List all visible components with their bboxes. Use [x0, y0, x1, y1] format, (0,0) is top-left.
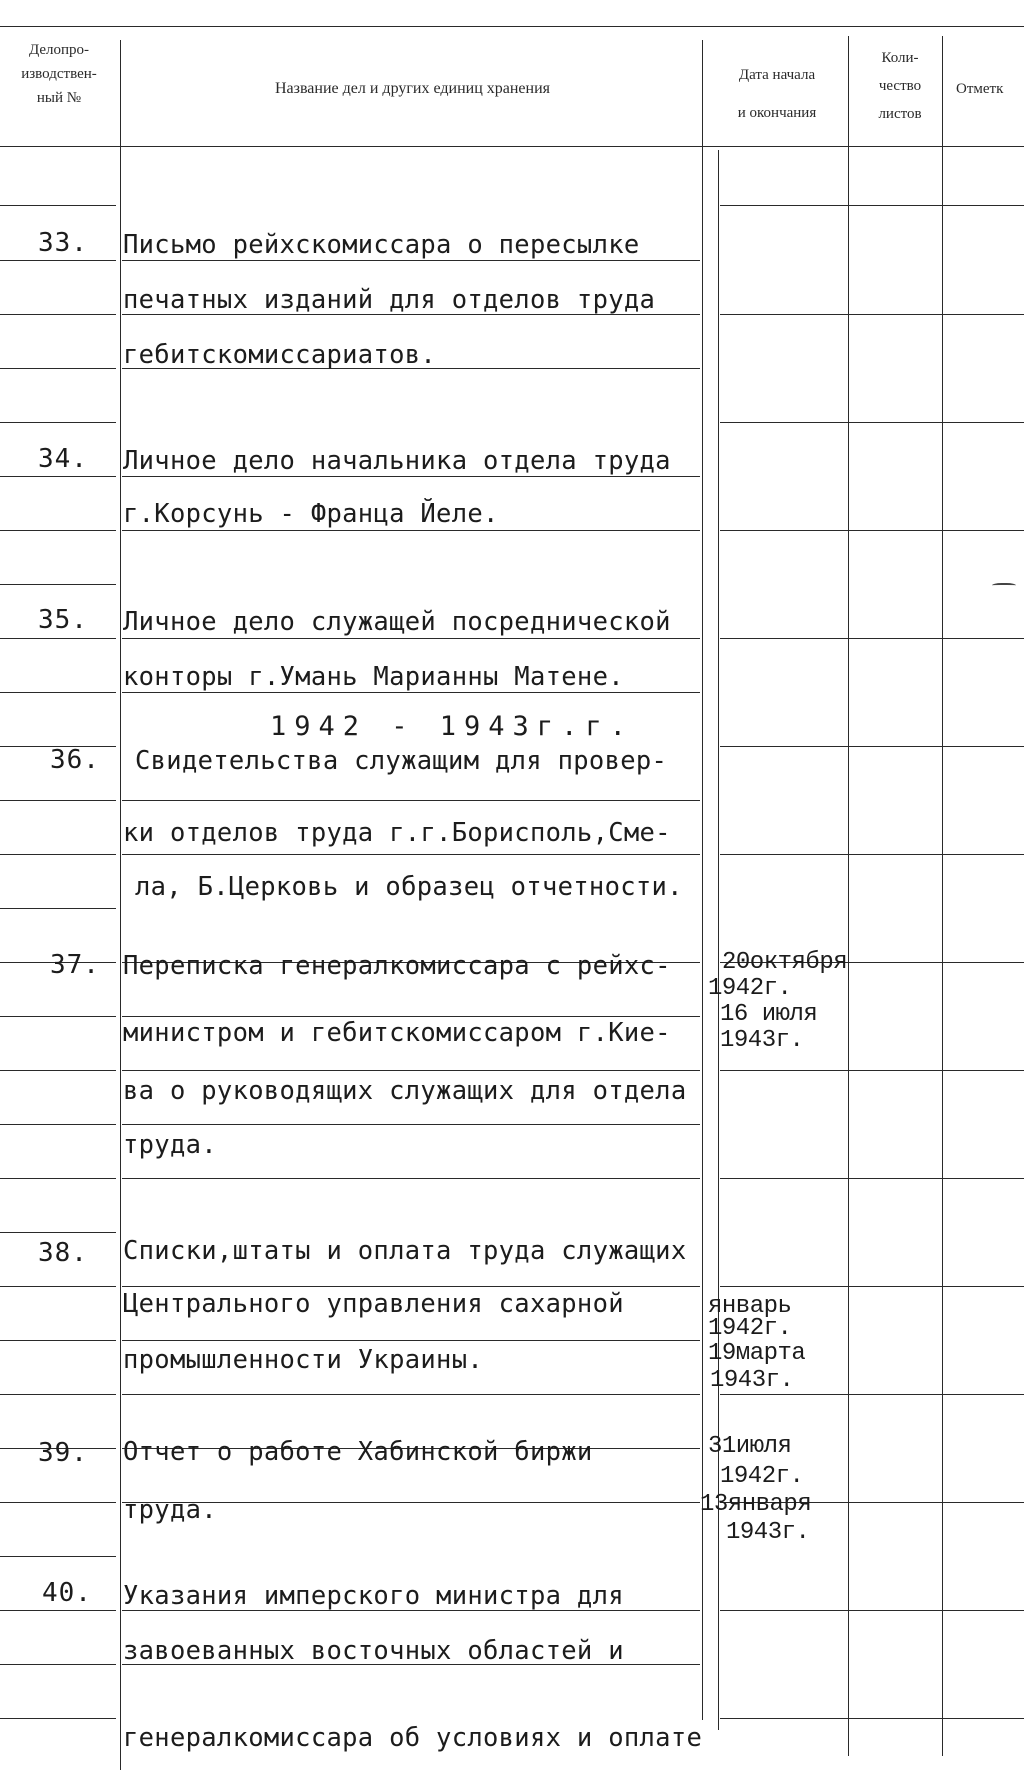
- row-rule: [0, 692, 116, 693]
- date-start-year: 1942г.: [708, 975, 792, 1002]
- vrule-title-right: [702, 40, 703, 1720]
- row-rule: [720, 1610, 1024, 1611]
- date-end-year: 1943г.: [720, 1027, 804, 1054]
- row-rule: [122, 638, 700, 639]
- row-rule: [0, 530, 116, 531]
- row-rule: [122, 260, 700, 261]
- row-rule: [0, 1178, 116, 1179]
- header-col-count: Коли- чество листов: [878, 50, 922, 122]
- row-rule: [122, 800, 700, 801]
- row-rule: [0, 368, 116, 369]
- row-rule: [0, 1394, 116, 1395]
- vrule-dates-right: [848, 36, 849, 1756]
- row-rule: [720, 746, 1024, 747]
- entry-number: 34.: [38, 444, 88, 474]
- entry-line: Личное дело служащей посреднической: [123, 607, 671, 637]
- row-rule: [0, 638, 116, 639]
- date-start: 20октября: [722, 949, 848, 976]
- vrule-count-right: [942, 36, 943, 1756]
- entry-line: промышленности Украины.: [123, 1345, 484, 1375]
- row-rule: [0, 1286, 116, 1287]
- entry-line: г.Корсунь - Франца Йеле.: [123, 499, 499, 529]
- row-rule: [720, 1070, 1024, 1071]
- row-rule: [720, 1718, 1024, 1719]
- row-rule: [0, 1664, 116, 1665]
- entry-line: ки отделов труда г.г.Борисполь,Сме-: [123, 818, 671, 848]
- row-rule: [0, 314, 116, 315]
- entry-number: 33.: [38, 228, 88, 258]
- row-rule: [122, 1286, 700, 1287]
- entry-number: 35.: [38, 605, 88, 635]
- row-rule: [0, 260, 116, 261]
- date-end: 16 июля: [720, 1001, 818, 1028]
- row-rule: [122, 1340, 700, 1341]
- row-rule: [720, 530, 1024, 531]
- row-rule: [0, 1502, 116, 1503]
- row-rule: [122, 476, 700, 477]
- entry-number: 40.: [42, 1578, 92, 1608]
- row-rule: [122, 1070, 700, 1071]
- row-rule: [0, 476, 116, 477]
- entry-line: ва о руководящих служащих для отдела: [123, 1076, 687, 1106]
- row-rule: [720, 1394, 1024, 1395]
- year-divider: 1942 - 1943г.г.: [270, 711, 634, 742]
- row-rule: [122, 530, 700, 531]
- row-rule: [720, 422, 1024, 423]
- row-rule: [122, 692, 700, 693]
- entry-number: 37.: [50, 950, 100, 980]
- row-rule: [720, 1286, 1024, 1287]
- row-rule: [0, 205, 116, 206]
- entry-line: Центрального управления сахарной: [123, 1289, 624, 1319]
- entry-line: труда.: [123, 1495, 217, 1525]
- header-col-title: Название дел и других единиц хранения: [274, 80, 551, 97]
- entry-number: 36.: [50, 745, 100, 775]
- row-rule: [122, 854, 700, 855]
- entry-number: 39.: [38, 1438, 88, 1468]
- entry-line: гебитскомиссариатов.: [123, 340, 437, 370]
- row-rule: [0, 1070, 116, 1071]
- entry-line: труда.: [123, 1130, 217, 1160]
- date-end: 13января: [700, 1491, 812, 1518]
- entry-line: Переписка генералкомиссара с рейхс-: [123, 951, 671, 981]
- vrule-number: [120, 40, 121, 1770]
- row-rule: [0, 1610, 116, 1611]
- row-rule: [720, 314, 1024, 315]
- date-start-year: 1942г.: [720, 1463, 804, 1490]
- entry-line: Личное дело начальника отдела труда: [123, 446, 671, 476]
- entry-line: конторы г.Умань Марианны Матене.: [123, 662, 624, 692]
- row-rule: [720, 854, 1024, 855]
- row-rule: [720, 638, 1024, 639]
- row-rule: [122, 1178, 700, 1179]
- row-rule: [0, 1124, 116, 1125]
- entry-line: Указания имперского министра для: [123, 1581, 624, 1611]
- entry-line: ла, Б.Церковь и образец отчетности.: [135, 872, 683, 902]
- row-rule: [122, 1394, 700, 1395]
- pen-mark: [992, 583, 1016, 589]
- entry-line: Отчет о работе Хабинской биржи: [123, 1437, 593, 1467]
- header-col-number: Делопро- изводствен- ный №: [21, 42, 97, 106]
- entry-line: генералкомиссара об условиях и оплате: [123, 1723, 703, 1753]
- row-rule: [0, 584, 116, 585]
- row-rule: [720, 1178, 1024, 1179]
- header-top-rule: [0, 26, 1024, 27]
- date-start: январь: [708, 1293, 792, 1320]
- entry-line: министром и гебитскомиссаром г.Кие-: [123, 1018, 671, 1048]
- row-rule: [122, 1124, 700, 1125]
- row-rule: [0, 1556, 116, 1557]
- row-rule: [0, 422, 116, 423]
- entry-line: Письмо рейхскомиссара о пересылке: [123, 230, 640, 260]
- date-end-year: 1943г.: [726, 1519, 810, 1546]
- entry-line: Списки,штаты и оплата труда служащих: [123, 1236, 687, 1266]
- header-col-notes: Отметк: [956, 81, 1004, 97]
- entry-number: 38.: [38, 1238, 88, 1268]
- row-rule: [0, 800, 116, 801]
- header-col-dates: Дата начала и окончания: [737, 67, 817, 121]
- row-rule: [122, 1016, 700, 1017]
- date-start: 31июля: [708, 1433, 792, 1460]
- row-rule: [0, 1016, 116, 1017]
- row-rule: [0, 908, 116, 909]
- date-start-year: 1942г.: [708, 1315, 792, 1342]
- row-rule: [0, 1340, 116, 1341]
- entry-line: Свидетельства служащим для провер-: [135, 746, 668, 776]
- date-end-year: 1943г.: [710, 1367, 794, 1394]
- row-rule: [0, 854, 116, 855]
- row-rule: [0, 1232, 116, 1233]
- entry-line: печатных изданий для отделов труда: [123, 285, 656, 315]
- row-rule: [0, 1718, 116, 1719]
- date-end: 19марта: [708, 1340, 806, 1367]
- entry-line: завоеванных восточных областей и: [123, 1636, 624, 1666]
- row-rule: [720, 205, 1024, 206]
- header-bottom-rule: [0, 146, 1024, 147]
